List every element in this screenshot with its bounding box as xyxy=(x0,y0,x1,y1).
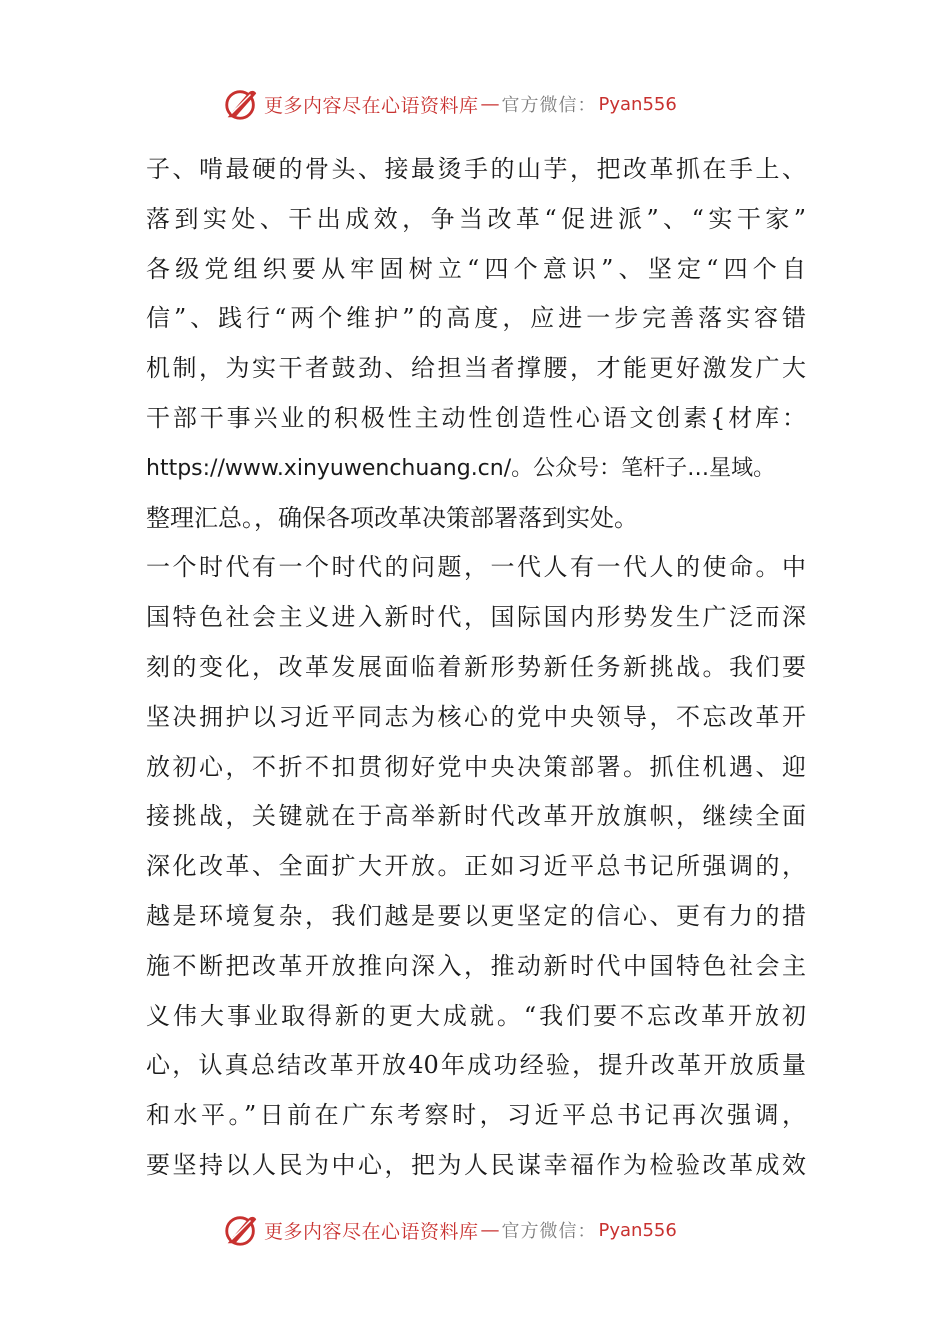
text-line: 整理汇总。，确保各项改革决策部署落到实处。 xyxy=(146,503,638,532)
text-line: 心，认真总结改革开放40年成功经验，提升改革开放质量 xyxy=(146,1051,806,1080)
banner-dash: — xyxy=(480,93,500,115)
text-line: 各级党组织要从牢固树立“四个意识”、坚定“四个自 xyxy=(146,254,806,283)
quill-pen-logo-icon xyxy=(222,1211,260,1249)
text-line: 义伟大事业取得新的更大成就。“我们要不忘改革开放初 xyxy=(146,1001,806,1030)
quill-pen-logo-icon xyxy=(222,85,260,123)
text-line: 施不断把改革开放推向深入，推动新时代中国特色社会主 xyxy=(146,951,806,980)
banner-handle: Pyan556 xyxy=(598,93,677,115)
text-line: 子、啃最硬的骨头、接最烫手的山芋，把改革抓在手上、 xyxy=(146,155,806,183)
text-line: 落到实处、干出成效，争当改革“促进派”、“实干家” xyxy=(146,204,806,233)
text-line: 坚决拥护以习近平同志为核心的党中央领导，不忘改革开 xyxy=(146,702,806,731)
banner-brand: 更多内容尽在心语资料库 xyxy=(264,94,479,117)
body-text xyxy=(146,145,806,1191)
text-line: 和水平。”日前在广东考察时，习近平总书记再次强调， xyxy=(146,1101,806,1130)
text-line: 机制，为实干者鼓劲、给担当者撑腰，才能更好激发广大 xyxy=(146,354,806,383)
footer-banner xyxy=(222,1210,742,1250)
banner-wechat-label: 官方微信： xyxy=(501,95,597,116)
banner-wechat-label: 官方微信： xyxy=(501,1221,597,1242)
text-line: 越是环境复杂，我们越是要以更坚定的信心、更有力的措 xyxy=(146,901,806,930)
text-line: 放初心，不折不扣贯彻好党中央决策部署。抓住机遇、迎 xyxy=(146,752,806,781)
text-line: 要坚持以人民为中心，把为人民谋幸福作为检验改革成效 xyxy=(146,1150,806,1179)
text-line: 刻的变化，改革发展面临着新形势新任务新挑战。我们要 xyxy=(146,652,806,681)
banner-dash: — xyxy=(480,1219,500,1241)
text-line: 深化改革、全面扩大开放。正如习近平总书记所强调的， xyxy=(146,852,806,881)
banner-brand: 更多内容尽在心语资料库 xyxy=(264,1220,479,1243)
text-line: 国特色社会主义进入新时代，国际国内形势发生广泛而深 xyxy=(146,603,806,632)
text-line: 接挑战，关键就在于高举新时代改革开放旗帜，继续全面 xyxy=(146,802,806,831)
text-line: 信”、践行“两个维护”的高度，应进一步完善落实容错 xyxy=(146,304,806,333)
text-line: 一个时代有一个时代的问题，一代人有一代人的使命。中 xyxy=(146,553,806,582)
header-banner xyxy=(222,84,742,124)
banner-handle: Pyan556 xyxy=(598,1219,677,1241)
text-line-url: https://www.xinyuwenchuang.cn/。公众号：笔杆子…星域。 xyxy=(146,455,776,481)
text-line: 干部干事兴业的积极性主动性创造性心语文创素{材库： xyxy=(146,403,806,432)
